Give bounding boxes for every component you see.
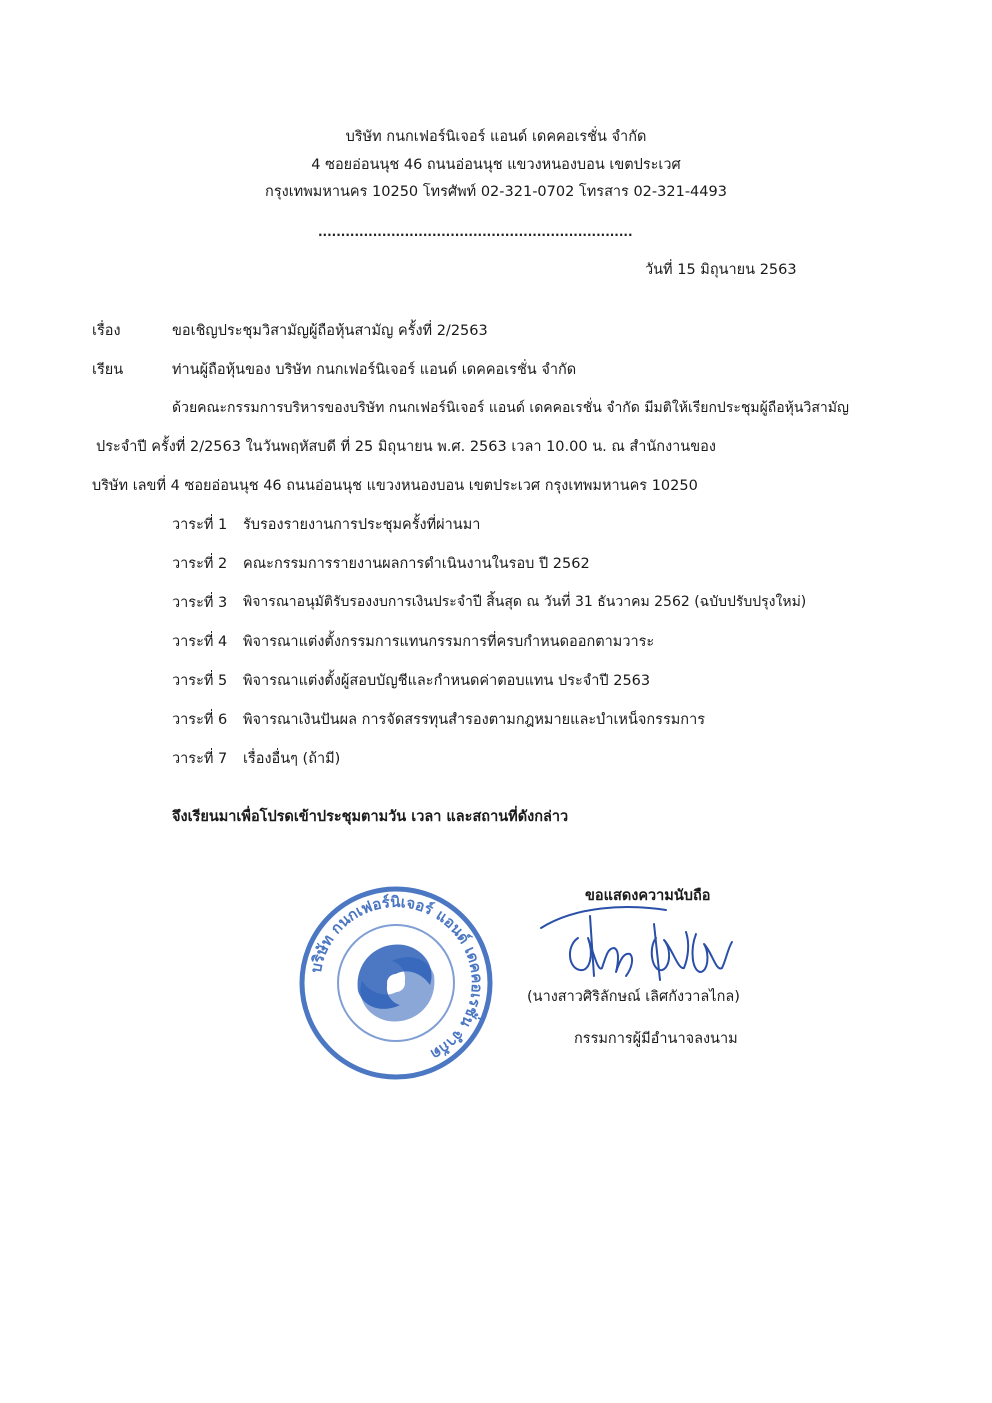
company-stamp — [296, 883, 496, 1083]
stamp-text: บริษัท กนกเฟอร์นิเจอร์ แอนด์ เดคคอเรชั่น จำกัด — [306, 892, 487, 1064]
agenda-item-6-label: วาระที่ 6 — [172, 712, 228, 728]
recipient-text: ท่านผู้ถือหุ้นของ บริษัท กนกเฟอร์นิเจอร์ แอนด์ เดคคอเรชั่น จำกัด — [172, 362, 577, 378]
agenda-item-7-text: เรื่องอื่นๆ (ถ้ามี) — [243, 751, 341, 767]
agenda-item-1-label: วาระที่ 1 — [172, 517, 228, 533]
agenda-item-3-label: วาระที่ 3 — [172, 595, 228, 611]
agenda-item-1-text: รับรองรายงานการประชุมครั้งที่ผ่านมา — [243, 517, 481, 533]
agenda-item-4-label: วาระที่ 4 — [172, 634, 228, 650]
agenda-item-4-text: พิจารณาแต่งตั้งกรรมการแทนกรรมการที่ครบกำหนดออกตามวาระ — [243, 634, 655, 650]
recipient-label: เรียน — [92, 362, 124, 378]
agenda-item-6-text: พิจารณาเงินปันผล การจัดสรรทุนสำรองตามกฎหมายและบำเหน็จกรรมการ — [243, 712, 706, 728]
closing-statement: จึงเรียนมาเพื่อโปรดเข้าประชุมตามวัน เวลา และสถานที่ดังกล่าว — [172, 809, 569, 825]
regards-text: ขอแสดงความนับถือ — [585, 888, 711, 904]
signatory-name: (นางสาวศิริลักษณ์ เลิศกังวาลไกล) — [527, 989, 740, 1005]
agenda-item-2-label: วาระที่ 2 — [172, 556, 228, 572]
company-name: บริษัท กนกเฟอร์นิเจอร์ แอนด์ เดคคอเรชั่น จำกัด — [345, 129, 647, 145]
agenda-item-7-label: วาระที่ 7 — [172, 751, 228, 767]
handwritten-signature — [536, 898, 746, 990]
company-address: 4 ซอยอ่อนนุช 46 ถนนอ่อนนุช แขวงหนองบอน เขตประเวศ — [311, 157, 681, 173]
header-separator: ..................................................................... — [318, 225, 633, 239]
subject-label: เรื่อง — [92, 323, 121, 339]
agenda-item-2-text: คณะกรรมการรายงานผลการดำเนินงานในรอบ ปี 2562 — [243, 556, 590, 572]
agenda-item-5-label: วาระที่ 5 — [172, 673, 228, 689]
letter-date: วันที่ 15 มิถุนายน 2563 — [645, 262, 797, 278]
agenda-item-5-text: พิจารณาแต่งตั้งผู้สอบบัญชีและกำหนดค่าตอบแทน ประจำปี 2563 — [243, 673, 651, 689]
company-contact: กรุงเทพมหานคร 10250 โทรศัพท์ 02-321-0702 โทรสาร 02-321-4493 — [265, 184, 727, 200]
signatory-title: กรรมการผู้มีอำนาจลงนาม — [574, 1031, 738, 1047]
subject-text: ขอเชิญประชุมวิสามัญผู้ถือหุ้นสามัญ ครั้งที่ 2/2563 — [172, 323, 488, 339]
body-line-2: ประจำปี ครั้งที่ 2/2563 ในวันพฤหัสบดี ที่ 25 มิถุนายน พ.ศ. 2563 เวลา 10.00 น. ณ สำนักงานของ — [96, 439, 716, 455]
agenda-item-3-text: พิจารณาอนุมัติรับรองงบการเงินประจำปี สิ้นสุด ณ วันที่ 31 ธันวาคม 2562 (ฉบับปรับปรุงใหม่) — [243, 594, 807, 610]
body-line-3: บริษัท เลขที่ 4 ซอยอ่อนนุช 46 ถนนอ่อนนุช แขวงหนองบอน เขตประเวศ กรุงเทพมหานคร 10250 — [92, 478, 698, 494]
body-line-1: ด้วยคณะกรรมการบริหารของบริษัท กนกเฟอร์นิเจอร์ แอนด์ เดคคอเรชั่น จำกัด มีมติให้เรียกประชุมผู้ถือหุ้นวิสามัญ — [172, 400, 849, 416]
